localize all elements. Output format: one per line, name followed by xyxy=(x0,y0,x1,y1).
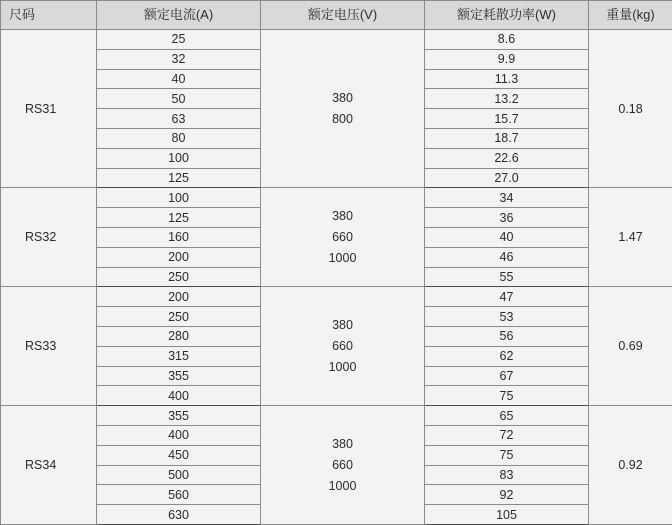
voltage-value: 380 xyxy=(261,88,424,109)
power-cell: 105 xyxy=(425,505,589,525)
current-cell: 280 xyxy=(97,326,261,346)
table-row xyxy=(1,406,672,426)
power-cell: 9.9 xyxy=(425,49,589,69)
power-cell: 83 xyxy=(425,465,589,485)
voltage-cell xyxy=(261,30,425,188)
table-row xyxy=(1,188,672,208)
current-cell: 32 xyxy=(97,49,261,69)
header-current: 额定电流(A) xyxy=(97,1,261,30)
current-cell: 560 xyxy=(97,485,261,505)
power-cell: 46 xyxy=(425,247,589,267)
current-cell: 160 xyxy=(97,227,261,247)
power-cell: 36 xyxy=(425,208,589,228)
power-cell: 67 xyxy=(425,366,589,386)
current-cell: 400 xyxy=(97,386,261,406)
power-cell: 27.0 xyxy=(425,168,589,188)
power-cell: 53 xyxy=(425,307,589,327)
header-size: 尺码 xyxy=(1,1,97,30)
current-cell: 200 xyxy=(97,287,261,307)
current-cell: 125 xyxy=(97,168,261,188)
power-cell: 92 xyxy=(425,485,589,505)
current-cell: 40 xyxy=(97,69,261,89)
current-cell: 315 xyxy=(97,346,261,366)
voltage-value: 660 xyxy=(261,227,424,248)
voltage-value: 380 xyxy=(261,315,424,336)
header-power: 额定耗散功率(W) xyxy=(425,1,589,30)
weight-cell: 1.47 xyxy=(589,188,672,287)
power-cell: 47 xyxy=(425,287,589,307)
voltage-value: 1000 xyxy=(261,248,424,269)
power-cell: 55 xyxy=(425,267,589,287)
current-cell: 80 xyxy=(97,128,261,148)
weight-cell: 0.69 xyxy=(589,287,672,406)
voltage-value: 660 xyxy=(261,455,424,476)
power-cell: 34 xyxy=(425,188,589,208)
current-cell: 355 xyxy=(97,366,261,386)
voltage-value: 1000 xyxy=(261,357,424,378)
voltage-value: 1000 xyxy=(261,476,424,497)
header-row xyxy=(1,1,672,30)
size-cell: RS33 xyxy=(1,287,97,406)
table-body xyxy=(1,30,672,525)
power-cell: 15.7 xyxy=(425,109,589,129)
current-cell: 250 xyxy=(97,267,261,287)
power-cell: 75 xyxy=(425,386,589,406)
current-cell: 125 xyxy=(97,208,261,228)
current-cell: 100 xyxy=(97,148,261,168)
header-weight: 重量(kg) xyxy=(589,1,672,30)
power-cell: 62 xyxy=(425,346,589,366)
table-row xyxy=(1,287,672,307)
table-row xyxy=(1,30,672,50)
voltage-value: 800 xyxy=(261,109,424,130)
voltage-value: 660 xyxy=(261,336,424,357)
voltage-value: 380 xyxy=(261,434,424,455)
current-cell: 400 xyxy=(97,425,261,445)
power-cell: 8.6 xyxy=(425,30,589,50)
current-cell: 25 xyxy=(97,30,261,50)
current-cell: 450 xyxy=(97,445,261,465)
current-cell: 250 xyxy=(97,307,261,327)
header-voltage: 额定电压(V) xyxy=(261,1,425,30)
power-cell: 75 xyxy=(425,445,589,465)
current-cell: 355 xyxy=(97,406,261,426)
size-cell: RS31 xyxy=(1,30,97,188)
voltage-value: 380 xyxy=(261,206,424,227)
weight-cell: 0.92 xyxy=(589,406,672,525)
current-cell: 630 xyxy=(97,505,261,525)
size-cell: RS32 xyxy=(1,188,97,287)
weight-cell: 0.18 xyxy=(589,30,672,188)
table-header xyxy=(1,1,672,30)
power-cell: 18.7 xyxy=(425,128,589,148)
power-cell: 40 xyxy=(425,227,589,247)
current-cell: 100 xyxy=(97,188,261,208)
power-cell: 56 xyxy=(425,326,589,346)
size-cell: RS34 xyxy=(1,406,97,525)
voltage-cell xyxy=(261,406,425,525)
power-cell: 13.2 xyxy=(425,89,589,109)
power-cell: 72 xyxy=(425,425,589,445)
power-cell: 11.3 xyxy=(425,69,589,89)
power-cell: 65 xyxy=(425,406,589,426)
current-cell: 200 xyxy=(97,247,261,267)
current-cell: 500 xyxy=(97,465,261,485)
voltage-cell xyxy=(261,188,425,287)
power-cell: 22.6 xyxy=(425,148,589,168)
current-cell: 50 xyxy=(97,89,261,109)
current-cell: 63 xyxy=(97,109,261,129)
voltage-cell xyxy=(261,287,425,406)
